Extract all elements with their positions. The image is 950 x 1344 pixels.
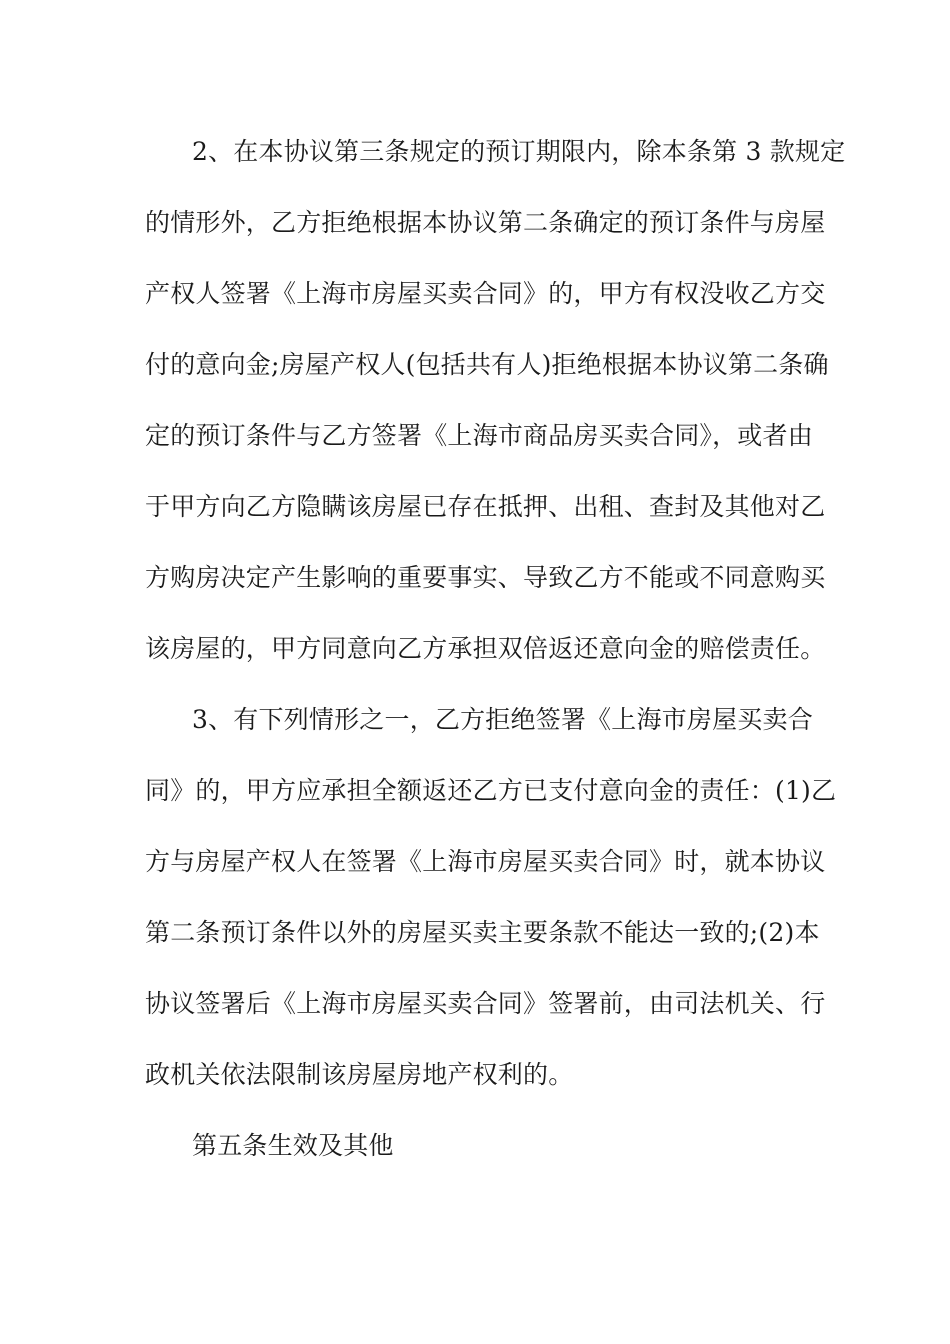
paragraph-2-line-6: 于甲方向乙方隐瞒该房屋已存在抵押、出租、查封及其他对乙 (145, 492, 826, 521)
paragraph-2-line-4: 付的意向金;房屋产权人(包括共有人)拒绝根据本协议第二条确 (145, 350, 829, 379)
paragraph-3-line-1: 3、有下列情形之一，乙方拒绝签署《上海市房屋买卖合 (192, 705, 813, 734)
paragraph-3-line-2: 同》的，甲方应承担全额返还乙方已支付意向金的责任：(1)乙 (145, 776, 837, 805)
paragraph-2-line-2: 的情形外，乙方拒绝根据本协议第二条确定的预订条件与房屋 (145, 208, 826, 237)
paragraph-3-line-4: 第二条预订条件以外的房屋买卖主要条款不能达一致的;(2)本 (145, 918, 820, 947)
paragraph-3-line-3: 方与房屋产权人在签署《上海市房屋买卖合同》时，就本协议 (145, 847, 826, 876)
paragraph-3-line-6: 政机关依法限制该房屋房地产权利的。 (145, 1060, 574, 1089)
paragraph-2-line-1: 2、在本协议第三条规定的预订期限内，除本条第 3 款规定 (192, 137, 846, 166)
paragraph-2-line-8: 该房屋的，甲方同意向乙方承担双倍返还意向金的赔偿责任。 (145, 634, 826, 663)
paragraph-3-line-5: 协议签署后《上海市房屋买卖合同》签署前，由司法机关、行 (145, 989, 826, 1018)
paragraph-2-line-5: 定的预订条件与乙方签署《上海市商品房买卖合同》，或者由 (145, 421, 813, 450)
paragraph-2-line-7: 方购房决定产生影响的重要事实、导致乙方不能或不同意购买 (145, 563, 826, 592)
section-heading: 第五条生效及其他 (192, 1131, 394, 1160)
paragraph-2-line-3: 产权人签署《上海市房屋买卖合同》的，甲方有权没收乙方交 (145, 279, 826, 308)
